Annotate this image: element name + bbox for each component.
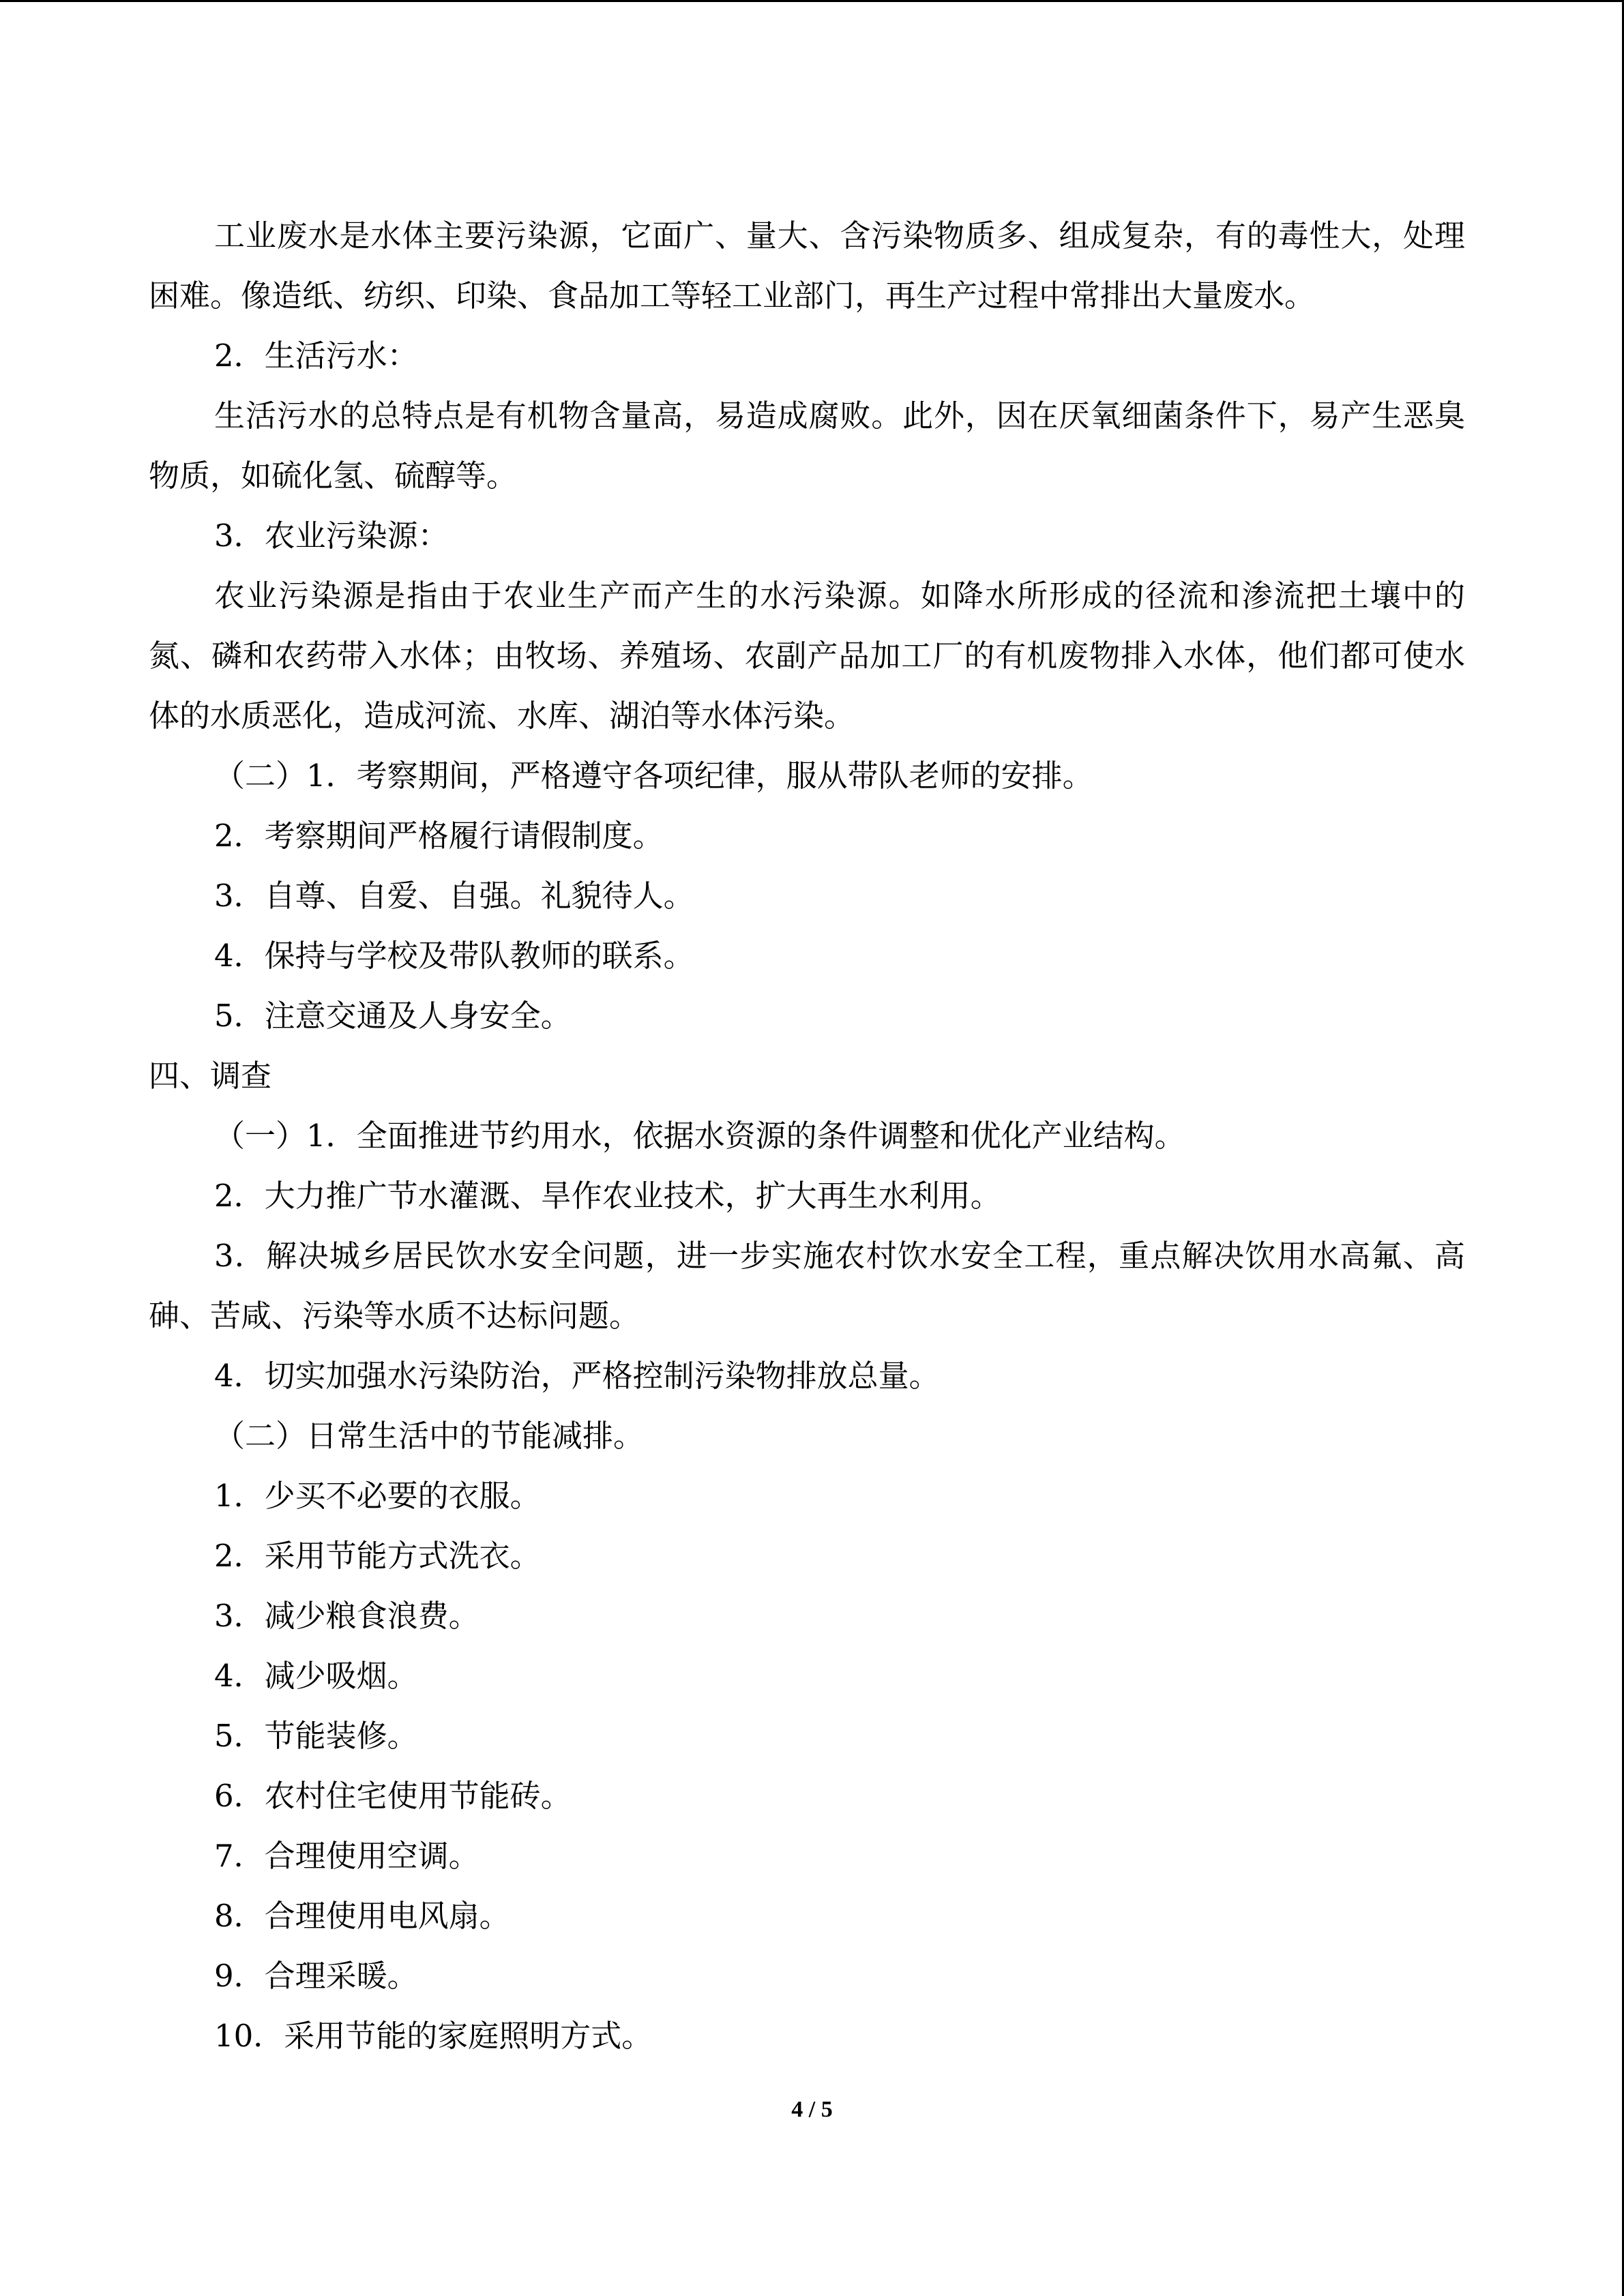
list-item-self-respect: 3．自尊、自爱、自强。礼貌待人。 bbox=[214, 878, 694, 914]
list-item-leave-policy: 2．考察期间严格履行请假制度。 bbox=[214, 818, 664, 854]
list-item-pollution-control: 4．切实加强水污染防治，严格控制污染物排放总量。 bbox=[214, 1358, 940, 1394]
list-item-decoration: 5．节能装修。 bbox=[214, 1718, 418, 1754]
list-item-food-waste: 3．减少粮食浪费。 bbox=[214, 1598, 479, 1634]
list-item-bricks: 6．农村住宅使用节能砖。 bbox=[214, 1778, 572, 1814]
heading-domestic-sewage: 2．生活污水： bbox=[214, 338, 418, 374]
list-item-electric-fan: 8．合理使用电风扇。 bbox=[214, 1898, 510, 1934]
list-item-lighting: 10．采用节能的家庭照明方式。 bbox=[214, 2018, 653, 2054]
list-item-discipline: （二）1．考察期间，严格遵守各项纪律，服从带队老师的安排。 bbox=[214, 758, 1093, 794]
subheading-energy-saving: （二）日常生活中的节能减排。 bbox=[214, 1418, 645, 1454]
list-item-safety: 5．注意交通及人身安全。 bbox=[214, 998, 572, 1034]
page-top-border bbox=[0, 0, 1624, 2]
list-item-irrigation: 2．大力推广节水灌溉、旱作农业技术，扩大再生水利用。 bbox=[214, 1178, 1001, 1214]
document-body bbox=[149, 206, 1465, 2066]
heading-agricultural-pollution: 3．农业污染源： bbox=[214, 518, 449, 554]
section-heading-survey: 四、调查 bbox=[149, 1058, 272, 1094]
paragraph-domestic-sewage: 生活污水的总特点是有机物含量高，易造成腐败。此外，因在厌氧细菌条件下，易产生恶臭物质，如硫化氢、硫醇等。 bbox=[149, 398, 1465, 494]
list-item-laundry: 2．采用节能方式洗衣。 bbox=[214, 1538, 541, 1574]
list-item-smoking: 4．减少吸烟。 bbox=[214, 1658, 418, 1694]
paragraph-agricultural-pollution: 农业污染源是指由于农业生产而产生的水污染源。如降水所形成的径流和渗流把土壤中的氮、磷和农药带入水体；由牧场、养殖场、农副产品加工厂的有机废物排入水体，他们都可使水体的水质恶化，造成河流、水库、湖泊等水体污染。 bbox=[149, 578, 1465, 734]
list-item-contact: 4．保持与学校及带队教师的联系。 bbox=[214, 938, 694, 974]
list-item-drinking-water: 3．解决城乡居民饮水安全问题，进一步实施农村饮水安全工程，重点解决饮用水高氟、高砷、苦咸、污染等水质不达标问题。 bbox=[149, 1238, 1465, 1334]
list-item-heating: 9．合理采暖。 bbox=[214, 1958, 418, 1994]
list-item-air-conditioning: 7．合理使用空调。 bbox=[214, 1838, 479, 1874]
page-number: 4 / 5 bbox=[791, 2097, 833, 2122]
paragraph-industrial-wastewater: 工业废水是水体主要污染源，它面广、量大、含污染物质多、组成复杂，有的毒性大，处理困难。像造纸、纺织、印染、食品加工等轻工业部门，再生产过程中常排出大量废水。 bbox=[149, 218, 1465, 314]
list-item-water-saving: （一）1．全面推进节约用水，依据水资源的条件调整和优化产业结构。 bbox=[214, 1118, 1185, 1154]
list-item-clothes: 1．少买不必要的衣服。 bbox=[214, 1478, 541, 1514]
